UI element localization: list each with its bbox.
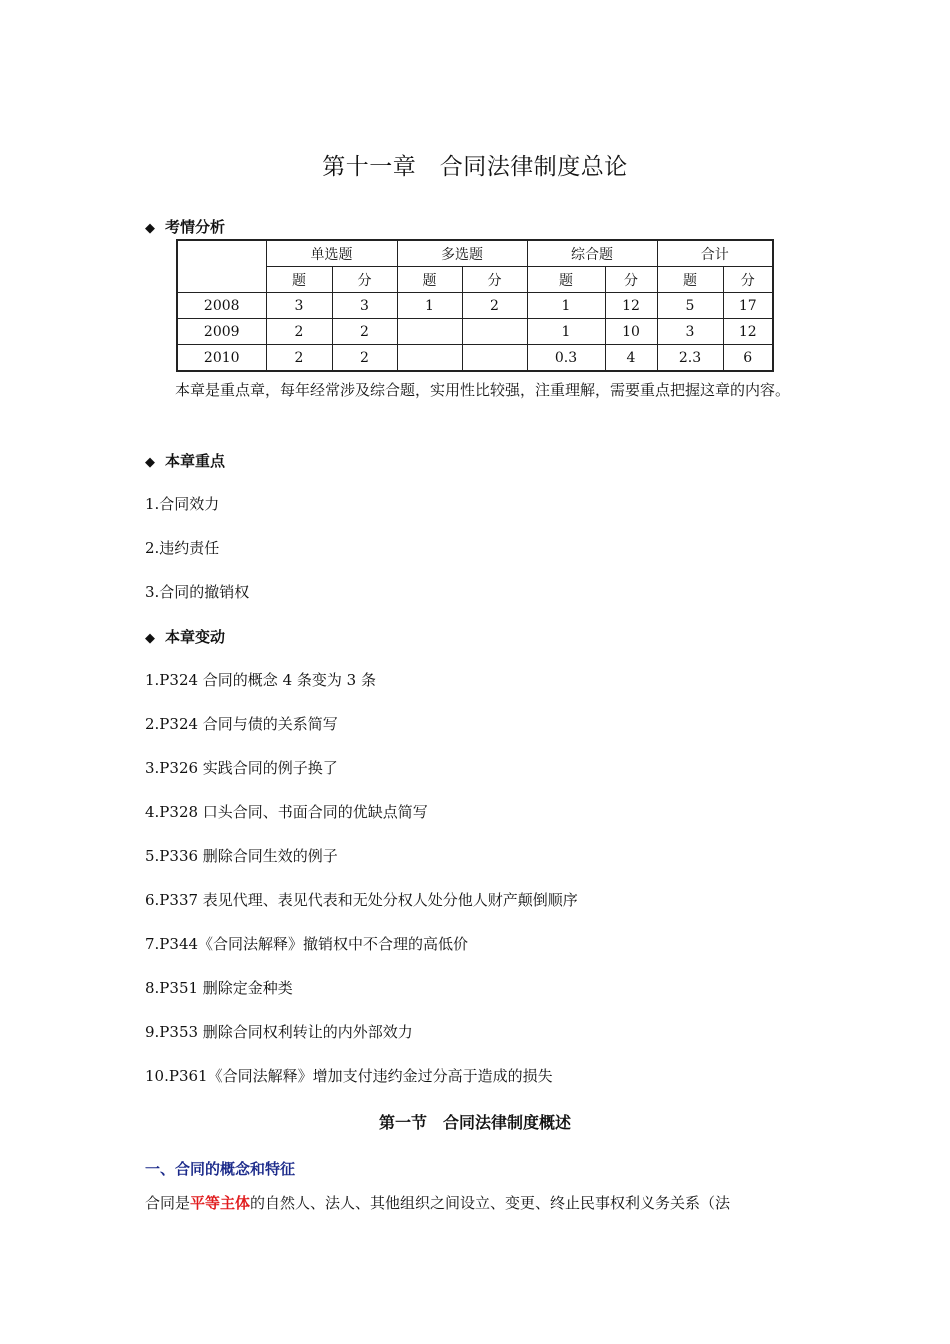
table-cell: 5 (657, 293, 723, 319)
changes-label: 本章变动 (165, 628, 226, 646)
table-cell: 1 (397, 293, 462, 319)
key-points-label: 本章重点 (165, 452, 226, 470)
sub-heading: 一、合同的概念和特征 (145, 1160, 296, 1178)
diamond-bullet-icon: ◆ (145, 221, 155, 236)
table-cell: 0.3 (527, 345, 605, 372)
change-item: 3.P326 实践合同的例子换了 (145, 759, 338, 777)
table-sub-header: 题 (266, 267, 332, 293)
key-points-heading (145, 450, 225, 471)
table-cell: 2 (462, 293, 527, 319)
exam-analysis-heading (145, 216, 225, 237)
table-sub-header: 题 (657, 267, 723, 293)
table-cell (397, 319, 462, 345)
table-cell: 2.3 (657, 345, 723, 372)
table-cell: 12 (723, 319, 773, 345)
table-header-row (177, 240, 773, 267)
chapter-title: 第十一章 合同法律制度总论 (322, 154, 628, 180)
diamond-bullet-icon: ◆ (145, 455, 155, 470)
change-item: 8.P351 删除定金种类 (145, 979, 293, 997)
table-sub-header: 题 (527, 267, 605, 293)
table-corner-cell (177, 240, 266, 293)
table-cell (397, 345, 462, 372)
table-year-cell: 2009 (177, 319, 266, 345)
table-cell: 2 (266, 319, 332, 345)
change-item: 2.P324 合同与债的关系简写 (145, 715, 338, 733)
table-cell (462, 345, 527, 372)
key-point-item: 3.合同的撤销权 (145, 583, 250, 601)
exam-analysis-label: 考情分析 (165, 218, 226, 236)
table-cell: 17 (723, 293, 773, 319)
table-cell: 6 (723, 345, 773, 372)
exam-summary-paragraph: 本章是重点章，每年经常涉及综合题，实用性比较强，注重理解，需要重点把握这章的内容。 (175, 381, 791, 399)
table-sub-header: 题 (397, 267, 462, 293)
table-group-header: 综合题 (527, 240, 657, 267)
paragraph-text: 合同是 (145, 1194, 191, 1212)
change-item: 10.P361《合同法解释》增加支付违约金过分高于造成的损失 (145, 1067, 553, 1085)
table-sub-header: 分 (332, 267, 397, 293)
table-cell (462, 319, 527, 345)
changes-heading (145, 626, 225, 647)
key-point-item: 2.违约责任 (145, 539, 220, 557)
change-item: 5.P336 删除合同生效的例子 (145, 847, 338, 865)
table-sub-header: 分 (723, 267, 773, 293)
table-row (177, 345, 773, 372)
change-item: 6.P337 表见代理、表见代表和无处分权人处分他人财产颠倒顺序 (145, 891, 578, 909)
table-year-cell: 2010 (177, 345, 266, 372)
table-cell: 2 (332, 345, 397, 372)
table-cell: 1 (527, 319, 605, 345)
table-group-header: 合计 (657, 240, 773, 267)
table-cell: 1 (527, 293, 605, 319)
table-subheader-row (177, 267, 773, 293)
change-item: 7.P344《合同法解释》撤销权中不合理的高低价 (145, 935, 469, 953)
table-row (177, 319, 773, 345)
change-item: 9.P353 删除合同权利转让的内外部效力 (145, 1023, 413, 1041)
table-group-header: 单选题 (266, 240, 397, 267)
table-sub-header: 分 (605, 267, 657, 293)
table-cell: 4 (605, 345, 657, 372)
table-year-cell: 2008 (177, 293, 266, 319)
table-cell: 3 (332, 293, 397, 319)
diamond-bullet-icon: ◆ (145, 631, 155, 646)
definition-paragraph (145, 1192, 825, 1213)
change-item: 4.P328 口头合同、书面合同的优缺点简写 (145, 803, 428, 821)
table-cell: 3 (657, 319, 723, 345)
table-cell: 3 (266, 293, 332, 319)
table-cell: 12 (605, 293, 657, 319)
change-item: 1.P324 合同的概念 4 条变为 3 条 (145, 671, 376, 689)
table-sub-header: 分 (462, 267, 527, 293)
key-point-item: 1.合同效力 (145, 495, 220, 513)
exam-stats-table (176, 239, 774, 372)
table-row (177, 293, 773, 319)
highlight-text: 平等主体 (190, 1194, 251, 1212)
table-group-header: 多选题 (397, 240, 527, 267)
table-cell: 2 (332, 319, 397, 345)
table-cell: 2 (266, 345, 332, 372)
section-title: 第一节 合同法律制度概述 (378, 1113, 571, 1132)
table-cell: 10 (605, 319, 657, 345)
paragraph-text: 的自然人、法人、其他组织之间设立、变更、终止民事权利义务关系（法 (250, 1194, 731, 1212)
